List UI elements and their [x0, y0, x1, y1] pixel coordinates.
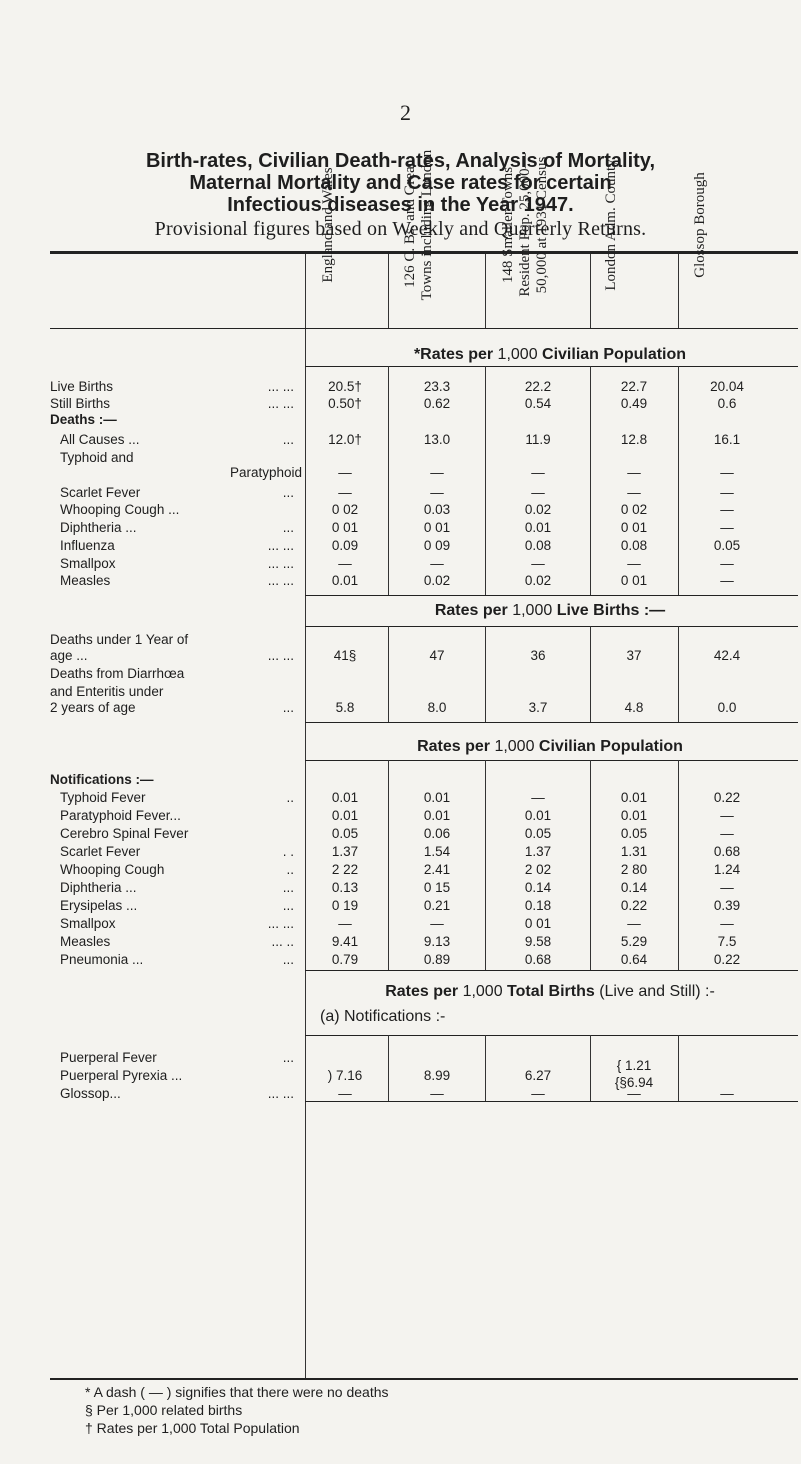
row-label	[50, 1086, 300, 1102]
row-label	[50, 684, 300, 700]
row-label	[50, 880, 300, 896]
cell-value: 0.01	[524, 808, 552, 823]
col-header-glossop: Glossop Borough	[692, 172, 708, 278]
section-heading-number: 1,000	[497, 346, 543, 363]
row-label	[50, 556, 300, 572]
section-heading	[300, 346, 800, 364]
cell-value: 0.02	[524, 573, 552, 588]
cell-value: 0.79	[331, 952, 359, 967]
section-rule	[305, 760, 798, 761]
row-label-leader: ...	[282, 952, 294, 967]
column-rule	[485, 366, 486, 595]
cell-value: —	[338, 1086, 352, 1101]
cell-value: —	[430, 1086, 444, 1101]
row-label-text: Pneumonia ...	[60, 952, 144, 967]
cell-value: 22.7	[620, 379, 648, 394]
col-header-england-wales: England and Wales	[320, 167, 336, 283]
row-label	[50, 916, 300, 932]
title-line-1: Birth-rates, Civilian Death-rates, Analysis of Mortality,	[145, 150, 655, 172]
cell-value: 11.9	[525, 432, 551, 447]
cell-value: 0.01	[331, 808, 359, 823]
row-label-text: Glossop...	[60, 1086, 121, 1101]
row-label	[50, 952, 300, 968]
cell-value: 0 01	[620, 573, 648, 588]
cell-value: { 1.21	[616, 1058, 652, 1073]
col-header-148-towns: 148 Smaller Towns Resident Pop. 25,000—50,000 at 1931 Census	[500, 153, 550, 297]
section-heading-rest: Civilian Population	[538, 738, 683, 755]
cell-value: {§6.94	[614, 1075, 654, 1090]
row-label-text: 2 years of age	[50, 700, 136, 715]
cell-value: 0.05	[524, 826, 552, 841]
header-rule-1	[388, 254, 389, 328]
cell-value: 0.89	[423, 952, 451, 967]
cell-value: 1.37	[331, 844, 359, 859]
cell-value: 0.13	[331, 880, 359, 895]
row-label-leader: ..	[286, 862, 294, 877]
cell-value: 2 22	[331, 862, 359, 877]
cell-value: 0.01	[524, 520, 552, 535]
row-label	[50, 648, 300, 664]
row-label-text: Measles	[60, 934, 111, 949]
section-bottom-rule	[305, 722, 798, 723]
cell-value: 0 01	[331, 520, 359, 535]
cell-value: —	[627, 556, 641, 571]
cell-value: 0.39	[713, 898, 741, 913]
cell-value: 0.18	[524, 898, 552, 913]
cell-value: 0 02	[331, 502, 359, 517]
cell-value: 8.99	[423, 1068, 451, 1083]
row-label	[50, 1068, 300, 1084]
cell-value: —	[720, 1086, 734, 1101]
cell-value: 0.09	[331, 538, 359, 553]
cell-value: —	[338, 556, 352, 571]
section-heading-tail: (Live and Still) :-	[594, 983, 715, 1000]
row-label-leader: ...	[282, 485, 294, 500]
cell-value: 0.54	[524, 396, 552, 411]
row-label-leader: ... ...	[267, 573, 294, 588]
cell-value: 22.2	[524, 379, 552, 394]
cell-value: —	[627, 1086, 641, 1101]
cell-value: 0.64	[620, 952, 648, 967]
row-label-leader: ... ...	[267, 556, 294, 571]
cell-value: —	[430, 556, 444, 571]
cell-value: 1.37	[524, 844, 552, 859]
row-label-text: Deaths under 1 Year of	[50, 632, 189, 647]
row-label	[50, 396, 300, 412]
row-label-text: and Enteritis under	[50, 684, 164, 699]
cell-value: 7.5	[717, 934, 737, 949]
row-label	[50, 862, 300, 878]
row-label-text: Still Births	[50, 396, 111, 411]
section-heading-rest: Live Births :—	[556, 602, 666, 619]
cell-value: 0.68	[524, 952, 552, 967]
row-label	[50, 432, 300, 448]
section-rule	[305, 1035, 798, 1036]
cell-value: —	[720, 465, 734, 480]
section-heading-bold: Rates per	[434, 602, 513, 619]
cell-value: 0 02	[620, 502, 648, 517]
cell-value: 0.03	[423, 502, 451, 517]
row-label-leader: ..	[286, 790, 294, 805]
cell-value: —	[627, 916, 641, 931]
cell-value: 9.58	[524, 934, 552, 949]
cell-value: —	[430, 465, 444, 480]
cell-value: 0.49	[620, 396, 648, 411]
row-label-leader: ...	[282, 898, 294, 913]
section-heading-bold: Rates per	[417, 738, 495, 755]
cell-value: 1.31	[620, 844, 648, 859]
cell-value: 0 09	[423, 538, 451, 553]
cell-value: 6.27	[524, 1068, 552, 1083]
cell-value: 42.4	[713, 648, 741, 663]
header-rule-4	[678, 254, 679, 328]
cell-value: ) 7.16	[327, 1068, 363, 1083]
footnote-dash: * A dash ( — ) signifies that there were no deaths	[85, 1384, 389, 1400]
section-heading-number: 1,000	[512, 602, 557, 619]
section-heading	[300, 983, 800, 1001]
row-label	[50, 934, 300, 950]
row-label-text: Deaths from Diarrhœa	[50, 666, 185, 681]
row-label-leader: ...	[282, 520, 294, 535]
row-label	[50, 700, 300, 716]
cell-value: 0 01	[524, 916, 552, 931]
cell-value: 0.01	[423, 808, 451, 823]
section-heading-bold: Rates per	[385, 983, 463, 1000]
row-label-leader: . .	[282, 844, 294, 859]
row-label	[50, 379, 300, 395]
cell-value: 23.3	[423, 379, 451, 394]
cell-value: 0.01	[423, 790, 451, 805]
section-rule	[305, 626, 798, 627]
row-label-text: Paratyphoid	[230, 465, 303, 480]
column-rule	[485, 1035, 486, 1101]
footnote-section: § Per 1,000 related births	[85, 1402, 243, 1418]
header-bottom-rule	[50, 328, 798, 329]
cell-value: —	[531, 1086, 545, 1101]
title-line-3: Infectious diseases in the Year 1947.	[227, 194, 574, 216]
cell-value: 0.22	[620, 898, 648, 913]
col-header-london: London Adm. County	[603, 159, 619, 291]
row-label-leader: ... ...	[267, 648, 294, 663]
row-label-text: age ...	[50, 648, 88, 663]
cell-value: —	[720, 916, 734, 931]
header-rule-3	[590, 254, 591, 328]
row-label	[50, 772, 300, 788]
cell-value: 0.21	[423, 898, 451, 913]
row-label-leader: ... ...	[267, 1086, 294, 1101]
row-label-text: Paratyphoid Fever...	[60, 808, 181, 823]
header-rule-2	[485, 254, 486, 328]
cell-value: —	[430, 916, 444, 931]
cell-value: —	[627, 465, 641, 480]
row-label	[50, 502, 300, 518]
cell-value: 0.01	[331, 573, 359, 588]
page-number: 2	[400, 100, 411, 125]
cell-value: 36	[530, 648, 546, 663]
cell-value: 2 80	[620, 862, 648, 877]
row-label	[50, 538, 300, 554]
cell-value: 12.8	[620, 432, 648, 447]
cell-value: 3.7	[528, 700, 548, 715]
cell-value: 0 01	[423, 520, 451, 535]
row-label-text: Typhoid and	[60, 450, 134, 465]
row-label-text: Notifications :—	[50, 772, 154, 787]
cell-value: —	[531, 556, 545, 571]
cell-value: 5.29	[620, 934, 648, 949]
row-label-text: Deaths :—	[50, 412, 117, 427]
cell-value: 20.5†	[328, 379, 362, 394]
section-heading-rest: Total Births	[507, 983, 595, 1000]
row-label-text: Influenza	[60, 538, 115, 553]
cell-value: —	[627, 485, 641, 500]
row-label	[50, 808, 300, 824]
cell-value: —	[531, 790, 545, 805]
footnote-dagger: † Rates per 1,000 Total Population	[85, 1420, 300, 1436]
cell-value: 16.1	[713, 432, 741, 447]
cell-value: —	[720, 808, 734, 823]
cell-value: —	[720, 826, 734, 841]
cell-value: —	[720, 556, 734, 571]
cell-value: —	[338, 465, 352, 480]
cell-value: 1.54	[423, 844, 451, 859]
section-heading-rest: Civilian Population	[542, 346, 687, 363]
column-rule	[485, 760, 486, 970]
cell-value: 4.8	[624, 700, 644, 715]
row-label	[50, 450, 300, 466]
section-subheading: (a) Notifications :-	[320, 1008, 446, 1025]
cell-value: 0 15	[423, 880, 451, 895]
row-label	[50, 1050, 300, 1066]
cell-value: 1.24	[713, 862, 741, 877]
cell-value: 13.0	[423, 432, 451, 447]
section-heading	[300, 602, 800, 620]
cell-value: 0 19	[331, 898, 359, 913]
row-label-leader: ... ...	[267, 538, 294, 553]
cell-value: 12.0†	[328, 432, 362, 447]
cell-value: 0 01	[620, 520, 648, 535]
section-heading-bold: *Rates per	[413, 346, 498, 363]
section-bottom-rule	[305, 595, 798, 596]
cell-value: —	[430, 485, 444, 500]
cell-value: 0.14	[524, 880, 552, 895]
cell-value: 0.22	[713, 952, 741, 967]
cell-value: —	[720, 880, 734, 895]
row-label-text: Whooping Cough ...	[60, 502, 180, 517]
row-label-text: Whooping Cough	[60, 862, 165, 877]
cell-value: 0.01	[620, 790, 648, 805]
cell-value: 20.04	[710, 379, 744, 394]
section-heading	[300, 738, 800, 756]
cell-value: —	[720, 573, 734, 588]
cell-value: 0.02	[423, 573, 451, 588]
cell-value: 8.0	[427, 700, 447, 715]
row-label-text: Scarlet Fever	[60, 485, 141, 500]
cell-value: —	[720, 485, 734, 500]
cell-value: 0.08	[524, 538, 552, 553]
cell-value: 5.8	[335, 700, 355, 715]
cell-value: —	[720, 502, 734, 517]
cell-value: 0.62	[423, 396, 451, 411]
row-label-leader: ...	[282, 1050, 294, 1065]
cell-value: 0.01	[331, 790, 359, 805]
row-label-text: All Causes ...	[60, 432, 140, 447]
section-heading-number: 1,000	[494, 738, 539, 755]
row-label	[50, 485, 300, 501]
row-label-text: Cerebro Spinal Fever	[60, 826, 189, 841]
row-label	[50, 898, 300, 914]
row-label	[50, 520, 300, 536]
cell-value: 47	[429, 648, 445, 663]
cell-value: 0.06	[423, 826, 451, 841]
cell-value: 9.13	[423, 934, 451, 949]
cell-value: 0.08	[620, 538, 648, 553]
row-label-text: Smallpox	[60, 556, 116, 571]
cell-value: 0.0	[717, 700, 737, 715]
row-label	[50, 632, 300, 648]
row-label-text: Diphtheria ...	[60, 520, 137, 535]
row-label-leader: ... ...	[267, 396, 294, 411]
cell-value: 0.05	[331, 826, 359, 841]
column-rule	[485, 626, 486, 722]
row-label-leader: ...	[282, 432, 294, 447]
cell-value: 0.14	[620, 880, 648, 895]
row-label	[50, 844, 300, 860]
cell-value: 0.05	[620, 826, 648, 841]
row-label	[50, 465, 303, 481]
row-label-leader: ... ...	[267, 916, 294, 931]
row-label-text: Diphtheria ...	[60, 880, 137, 895]
row-label-text: Erysipelas ...	[60, 898, 138, 913]
row-label-leader: ...	[282, 700, 294, 715]
cell-value: 0.05	[713, 538, 741, 553]
cell-value: 0.22	[713, 790, 741, 805]
row-label	[50, 666, 300, 682]
row-label-text: Scarlet Fever	[60, 844, 141, 859]
cell-value: 0.68	[713, 844, 741, 859]
row-label-text: Measles	[60, 573, 111, 588]
row-label-text: Puerperal Fever	[60, 1050, 157, 1065]
cell-value: 0.50†	[328, 396, 362, 411]
title-line-2: Maternal Mortality and Case rates for certain	[189, 172, 612, 194]
section-heading-number: 1,000	[462, 983, 508, 1000]
row-label-leader: ... ..	[271, 934, 294, 949]
row-label-text: Smallpox	[60, 916, 116, 931]
cell-value: 41§	[333, 648, 357, 663]
cell-value: —	[338, 485, 352, 500]
subtitle: Provisional figures based on Weekly and Quarterly Returns.	[154, 218, 647, 240]
cell-value: —	[531, 465, 545, 480]
cell-value: 9.41	[331, 934, 359, 949]
col-header-126-cbs: 126 C. Bs. and Great Towns including London	[402, 149, 435, 301]
cell-value: —	[720, 520, 734, 535]
section-bottom-rule	[305, 970, 798, 971]
row-label	[50, 826, 300, 842]
cell-value: 0.02	[524, 502, 552, 517]
row-label	[50, 573, 300, 589]
row-label	[50, 790, 300, 806]
row-label-leader: ... ...	[267, 379, 294, 394]
row-label-text: Typhoid Fever	[60, 790, 146, 805]
cell-value: —	[531, 485, 545, 500]
cell-value: —	[338, 916, 352, 931]
cell-value: 0.6	[717, 396, 737, 411]
cell-value: 0.01	[620, 808, 648, 823]
cell-value: 2.41	[423, 862, 451, 877]
row-label-leader: ...	[282, 880, 294, 895]
table-bottom-rule	[50, 1378, 798, 1380]
row-label-text: Live Births	[50, 379, 114, 394]
cell-value: 37	[626, 648, 642, 663]
row-label	[50, 412, 300, 428]
row-label-text: Puerperal Pyrexia ...	[60, 1068, 183, 1083]
section-rule	[305, 366, 798, 367]
cell-value: 2 02	[524, 862, 552, 877]
